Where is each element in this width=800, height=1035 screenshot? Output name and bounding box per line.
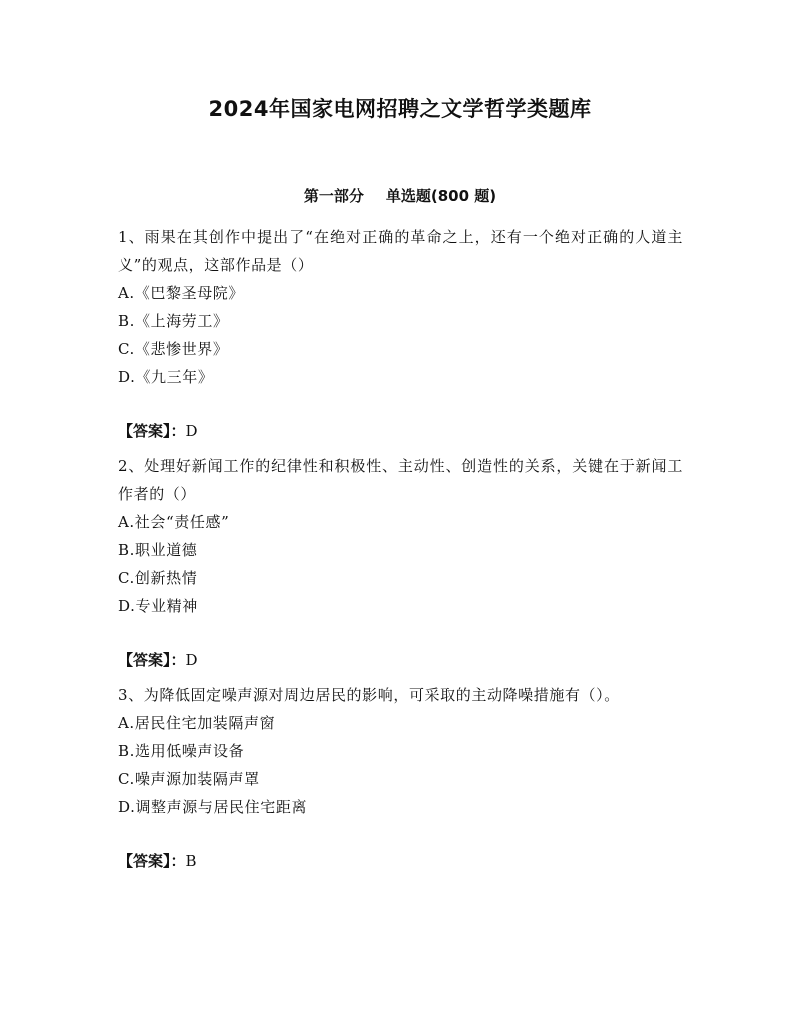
option-c: C.《悲惨世界》	[118, 340, 229, 358]
option-a: A.《巴黎圣母院》	[118, 284, 245, 302]
answer-line	[118, 847, 683, 875]
answer-label: 【答案】：	[118, 651, 186, 669]
question-stem: 1、雨果在其创作中提出了“在绝对正确的革命之上，还有一个绝对正确的人道主义”的观点，这部作品是（）	[118, 228, 683, 274]
option-b: B.职业道德	[118, 541, 198, 559]
option-b: B.选用低噪声设备	[118, 742, 245, 760]
option-d: D.专业精神	[118, 597, 198, 615]
answer-label: 【答案】：	[118, 422, 186, 440]
option-d: D.《九三年》	[118, 368, 214, 386]
answer-value: D	[185, 651, 198, 669]
question-stem: 2、处理好新闻工作的纪律性和积极性、主动性、创造性的关系，关键在于新闻工作者的（）	[118, 457, 683, 503]
option-a: A.社会“责任感”	[118, 513, 230, 531]
answer-line	[118, 646, 683, 674]
document-title: 2024年国家电网招聘之文学哲学类题库	[208, 97, 592, 121]
question-2	[118, 452, 683, 674]
answer-value: B	[185, 852, 197, 870]
question-3	[118, 681, 683, 875]
option-b: B.《上海劳工》	[118, 312, 229, 330]
answer-line	[118, 417, 683, 445]
section-heading-part: 第一部分	[303, 187, 364, 205]
question-1	[118, 223, 683, 445]
question-stem: 3、为降低固定噪声源对周边居民的影响，可采取的主动降噪措施有（）。	[118, 686, 620, 704]
section-heading-type: 单选题(800 题)	[385, 187, 497, 205]
answer-value: D	[185, 422, 198, 440]
option-a: A.居民住宅加装隔声窗	[118, 714, 276, 732]
option-c: C.噪声源加装隔声罩	[118, 770, 260, 788]
option-d: D.调整声源与居民住宅距离	[118, 798, 308, 816]
option-c: C.创新热情	[118, 569, 198, 587]
answer-label: 【答案】：	[118, 852, 186, 870]
section-heading	[0, 184, 800, 208]
